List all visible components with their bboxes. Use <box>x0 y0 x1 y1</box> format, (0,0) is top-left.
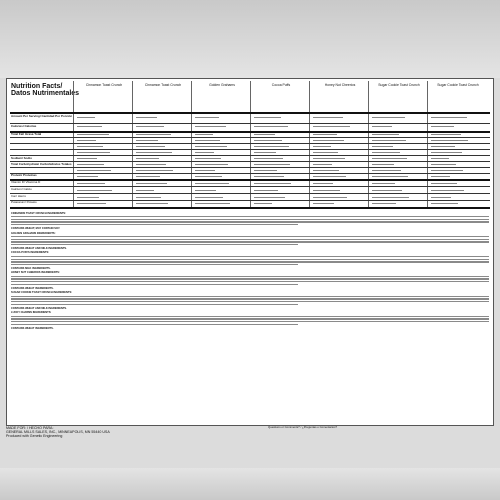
column-divider <box>73 81 74 207</box>
cell-value <box>313 176 346 177</box>
cell-value <box>254 190 278 191</box>
cell-value <box>313 158 345 159</box>
cell-value <box>77 183 105 184</box>
cell-value <box>77 203 106 204</box>
cell-value <box>195 203 230 204</box>
cell-value <box>77 176 98 177</box>
cell-value <box>372 152 400 153</box>
title-spanish: Datos Nutrimentales <box>11 90 80 97</box>
cell-value <box>431 152 462 153</box>
column-header: Cinnamon Toast Crunch <box>144 83 182 87</box>
cell-value <box>136 190 154 191</box>
cell-value <box>431 146 455 147</box>
cell-value <box>195 134 213 135</box>
cell-value <box>195 152 214 153</box>
cell-value <box>313 197 347 198</box>
nutrition-panel <box>6 78 494 426</box>
cell-value <box>372 170 401 171</box>
cell-value <box>254 183 291 184</box>
column-divider <box>368 81 369 207</box>
cell-value <box>431 183 457 184</box>
cell-value <box>313 146 331 147</box>
cell-value <box>372 197 409 198</box>
cell-value <box>431 164 456 165</box>
allergen-statement: CONTAINS WHEAT; MAY CONTAIN SOY. <box>11 226 61 230</box>
cell-value <box>431 117 467 118</box>
cell-value <box>77 126 102 127</box>
ingredients-heading: SUGAR COOKIE TOAST CRUNCH INGREDIENTS: <box>11 291 73 295</box>
cell-value <box>313 117 343 118</box>
cell-value <box>431 190 464 191</box>
cell-value <box>195 197 223 198</box>
ingredients-heading: GOLDEN GRAHAMS INGREDIENTS: <box>11 231 56 235</box>
column-divider <box>132 81 133 207</box>
potassium-label: Potassium/ Potasio <box>11 200 37 204</box>
cell-value <box>136 146 165 147</box>
cell-value <box>77 140 96 141</box>
cell-value <box>372 190 402 191</box>
row-rule <box>10 137 490 138</box>
cell-value <box>431 203 458 204</box>
row-rule <box>10 167 490 168</box>
cell-value <box>313 203 334 204</box>
bioengineered-line: Produced with Genetic Engineering <box>6 434 63 438</box>
distributor-line: GENERAL MILLS SALES, INC., MINNEAPOLIS, MN 55440 USA <box>6 430 110 434</box>
cell-value <box>254 197 285 198</box>
cell-value <box>77 152 110 153</box>
cell-value <box>254 126 288 127</box>
cell-value <box>136 126 164 127</box>
cell-value <box>136 170 173 171</box>
cell-value <box>254 170 277 171</box>
cell-value <box>372 176 408 177</box>
row-rule <box>10 149 490 150</box>
column-header: Golden Grahams <box>209 83 235 87</box>
allergen-statement: CONTAINS WHEAT INGREDIENTS. <box>11 326 54 330</box>
ingredients-heading: LUCKY CHARMS INGREDIENTS: <box>11 311 52 315</box>
sodium-label: Sodium/ Sodio <box>11 156 32 160</box>
cell-value <box>254 134 275 135</box>
cell-value <box>136 164 166 165</box>
allergen-statement: CONTAINS MILK INGREDIENTS. <box>11 266 51 270</box>
cell-value <box>431 140 468 141</box>
cell-value <box>195 146 227 147</box>
cell-value <box>77 197 99 198</box>
cell-value <box>313 183 333 184</box>
cell-value <box>372 134 399 135</box>
vitamin-d-label: Vitamin D/ Vitamina D <box>11 180 41 184</box>
cell-value <box>136 203 168 204</box>
row-rule <box>10 123 490 124</box>
cell-value <box>136 134 171 135</box>
cell-value <box>372 117 405 118</box>
cell-value <box>77 158 97 159</box>
footer <box>6 426 494 438</box>
cell-value <box>254 158 283 159</box>
cell-value <box>195 164 228 165</box>
cell-value <box>195 117 219 118</box>
cell-value <box>431 197 451 198</box>
allergen-statement: CONTAINS WHEAT AND MILK INGREDIENTS. <box>11 306 67 310</box>
cell-value <box>195 140 220 141</box>
section-rule <box>10 112 490 114</box>
cell-value <box>313 164 332 165</box>
made-for-line: MADE FOR: / HECHO PARA: <box>6 426 54 430</box>
cell-value <box>372 164 394 165</box>
section-rule <box>10 179 490 181</box>
column-header: Sugar Cookie Toast Crunch <box>437 83 479 87</box>
bottom-background <box>0 468 500 500</box>
cell-value <box>313 126 350 127</box>
cell-value <box>254 203 272 204</box>
cell-value <box>195 126 226 127</box>
cell-value <box>195 158 221 159</box>
cell-value <box>254 117 281 118</box>
row-rule <box>10 173 490 174</box>
cell-value <box>372 146 393 147</box>
cell-value <box>372 183 395 184</box>
cell-value <box>195 190 216 191</box>
row-rule <box>10 186 490 187</box>
cell-value <box>195 183 229 184</box>
cell-value <box>136 197 161 198</box>
cell-value <box>372 126 392 127</box>
column-header: Cocoa Puffs <box>271 83 291 87</box>
servings-label: Amount Per Serving/ Cantidad Por Porción <box>11 114 73 118</box>
cell-value <box>136 183 167 184</box>
cell-value <box>136 140 158 141</box>
column-divider <box>427 81 428 207</box>
cell-value <box>431 134 461 135</box>
cell-value <box>77 190 112 191</box>
cell-value <box>372 203 396 204</box>
cell-value <box>254 152 276 153</box>
carbs-label: Total Carbohydrate/ Carbohidratos Totales <box>11 162 72 166</box>
cell-value <box>313 170 339 171</box>
cell-value <box>254 146 289 147</box>
ingredients-heading: COCOA PUFFS INGREDIENTS: <box>11 251 50 255</box>
section-rule <box>10 131 490 133</box>
cell-value <box>313 190 340 191</box>
section-rule <box>10 207 490 209</box>
cell-value <box>372 158 407 159</box>
cell-value <box>431 126 454 127</box>
cell-value <box>313 152 338 153</box>
column-header: Honey Nut Cheerios <box>324 83 356 87</box>
total-fat-label: Total Fat/ Grasa Total <box>11 132 42 136</box>
cell-value <box>77 164 104 165</box>
row-rule <box>10 193 490 194</box>
cell-value <box>195 176 222 177</box>
title-english: Nutrition Facts/ <box>11 83 63 90</box>
ingredients-area <box>11 210 489 330</box>
top-background <box>0 0 500 78</box>
cell-value <box>254 140 282 141</box>
cell-value <box>136 152 172 153</box>
cell-value <box>431 170 463 171</box>
allergen-statement: CONTAINS WHEAT INGREDIENTS. <box>11 286 54 290</box>
ingredients-heading: CINNAMON TOAST CRUNCH INGREDIENTS: <box>11 211 66 215</box>
questions-box: Questions or Comments? / ¿Preguntas o Comentarios? <box>268 425 338 429</box>
cell-value <box>313 140 344 141</box>
column-header: Cinnamon Toast Crunch <box>85 83 123 87</box>
protein-label: Protein/ Proteínas <box>11 173 37 177</box>
cell-value <box>313 134 337 135</box>
column-header: Sugar Cookie Toast Crunch <box>378 83 420 87</box>
cell-value <box>431 158 449 159</box>
column-divider <box>309 81 310 207</box>
panel-title <box>11 83 79 97</box>
cell-value <box>77 146 103 147</box>
cell-value <box>77 117 95 118</box>
ingredients-heading: HONEY NUT CHEERIOS INGREDIENTS: <box>11 271 60 275</box>
cell-value <box>77 170 111 171</box>
allergen-statement: CONTAINS WHEAT AND MILK INGREDIENTS. <box>11 246 67 250</box>
cell-value <box>136 176 160 177</box>
cell-value <box>254 164 290 165</box>
cell-value <box>136 117 157 118</box>
column-divider <box>191 81 192 207</box>
row-rule <box>10 155 490 156</box>
cell-value <box>136 158 159 159</box>
calcium-label: Calcium/ Calcio <box>11 187 32 191</box>
cell-value <box>195 170 215 171</box>
row-rule <box>10 161 490 162</box>
iron-label: Iron/ Hierro <box>11 194 27 198</box>
row-rule <box>10 143 490 144</box>
cell-value <box>254 176 284 177</box>
column-divider <box>250 81 251 207</box>
cell-value <box>372 140 406 141</box>
cell-value <box>77 134 109 135</box>
cell-value <box>431 176 450 177</box>
row-rule <box>10 200 490 201</box>
calories-label: Calories/ Calorías <box>11 124 37 128</box>
